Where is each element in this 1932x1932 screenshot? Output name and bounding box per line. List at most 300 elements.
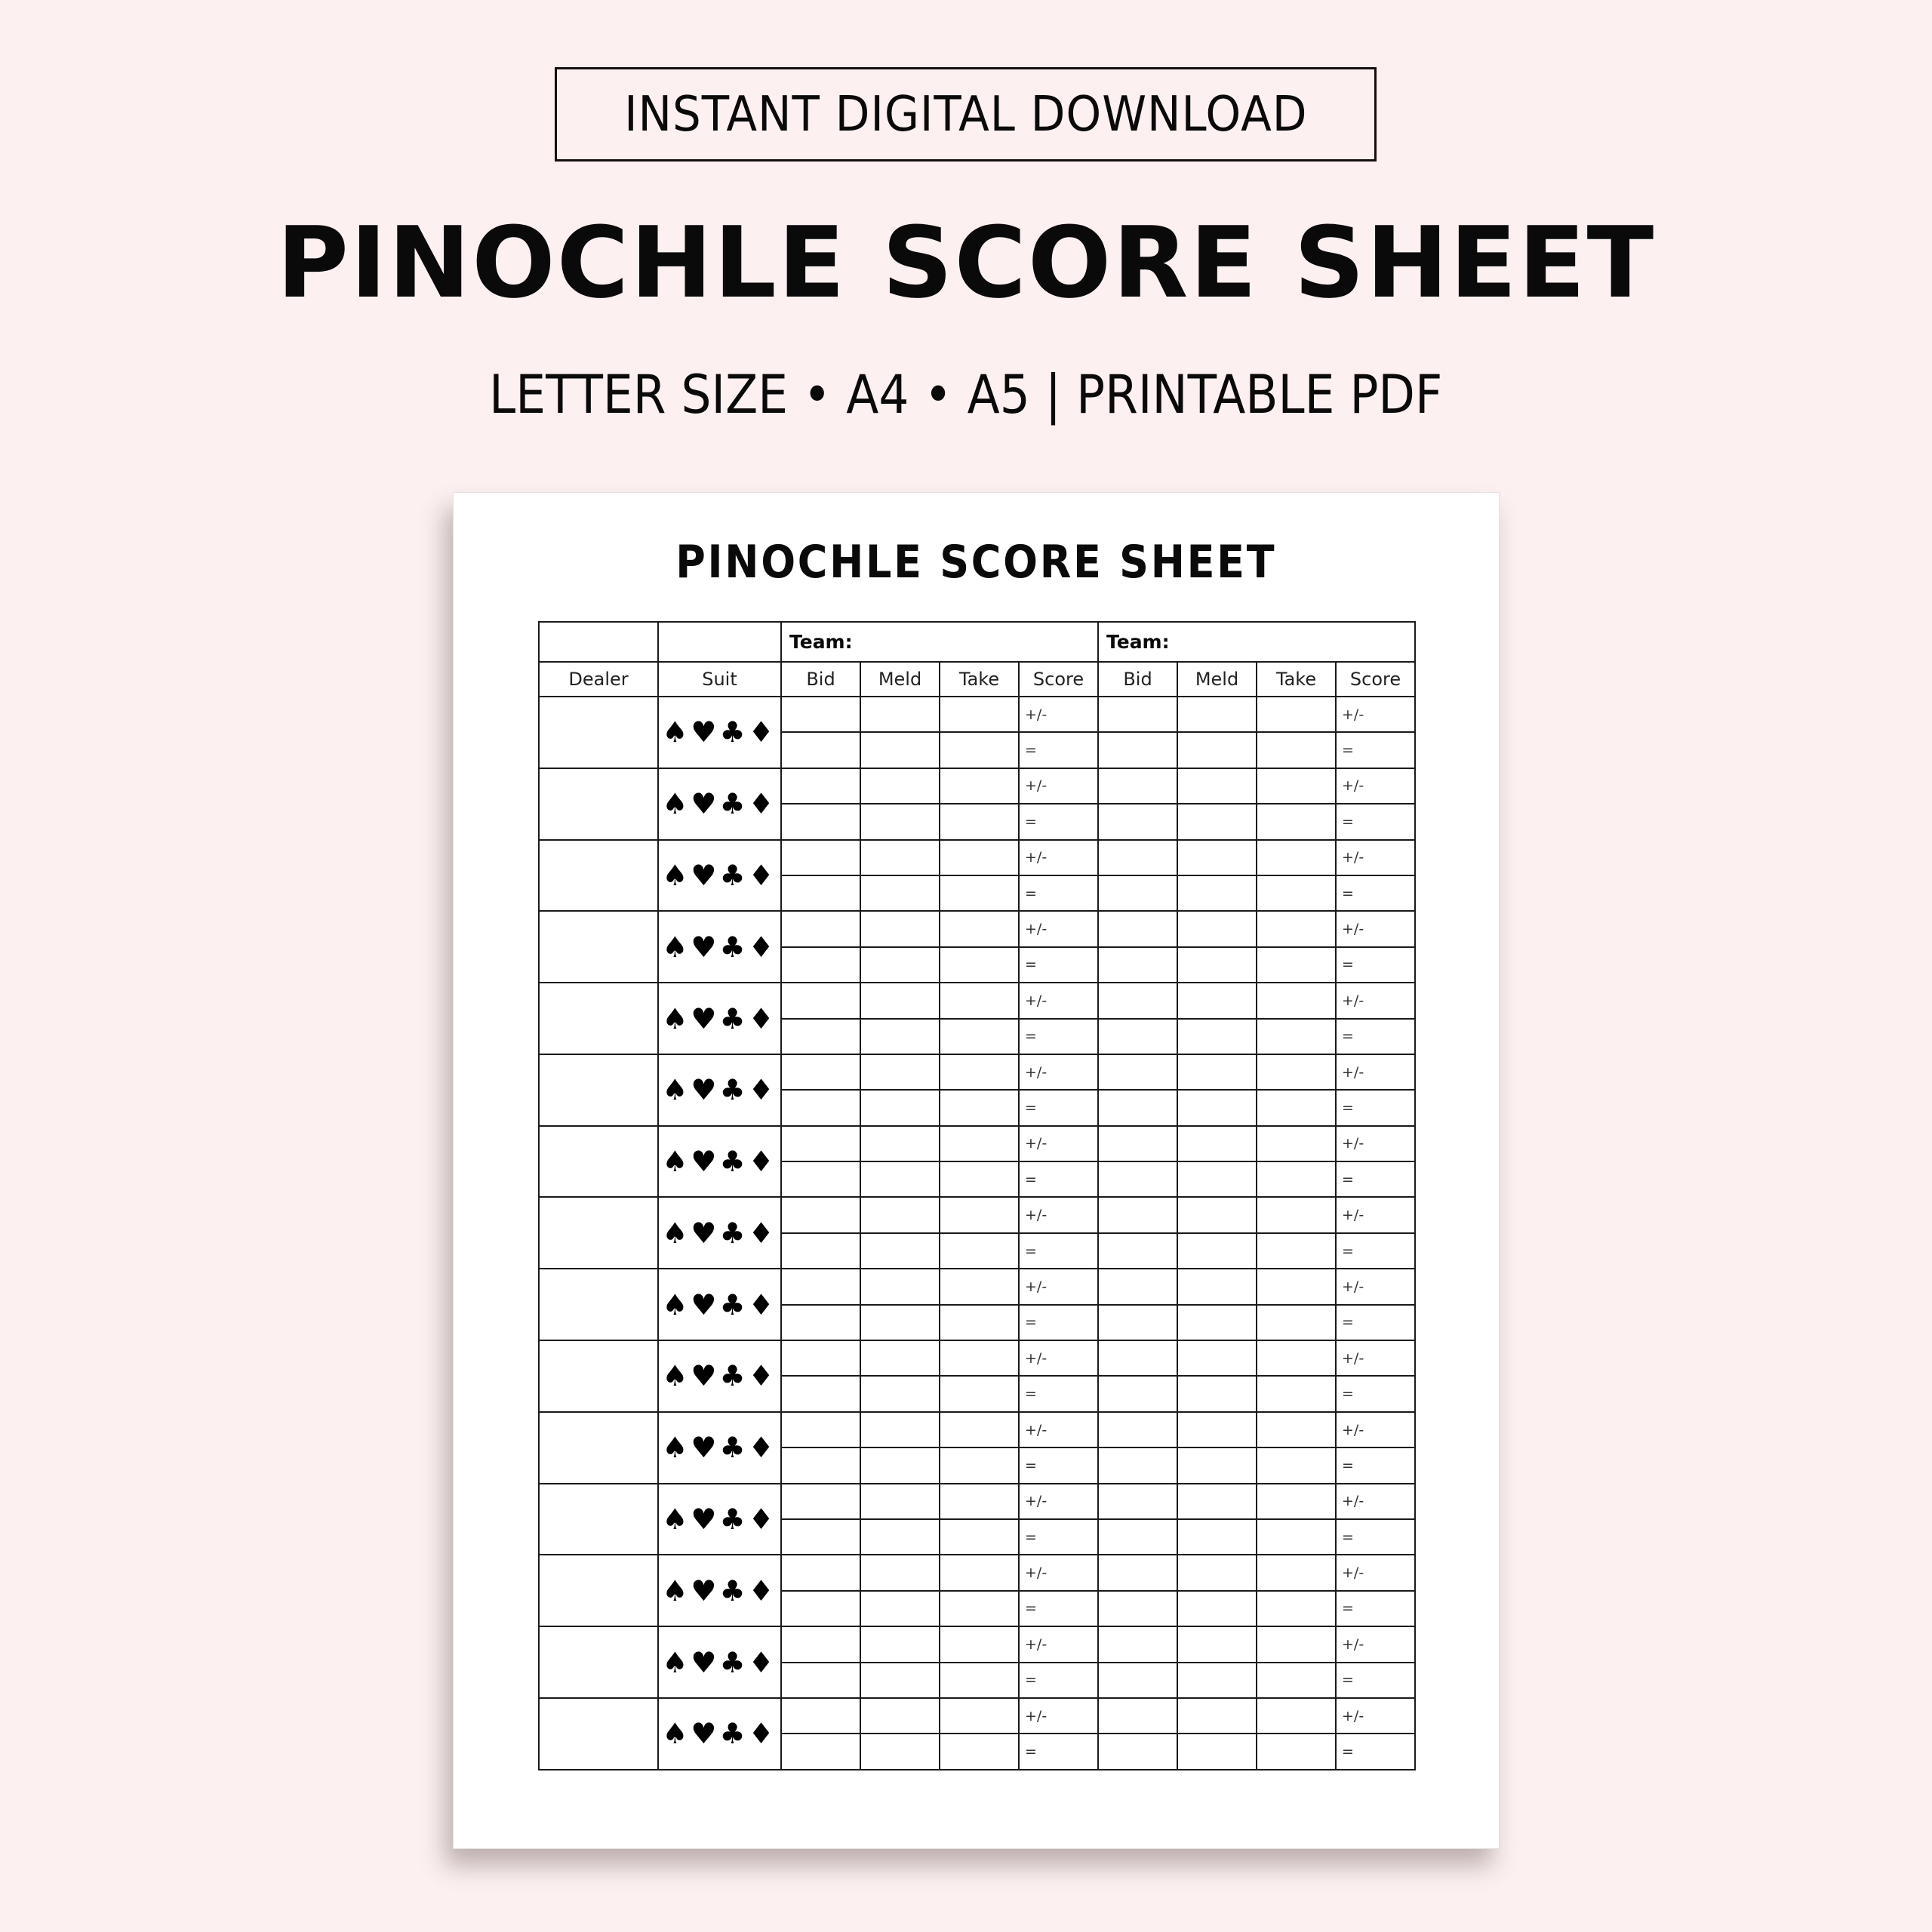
team1-meld-cell-2[interactable] <box>860 804 940 839</box>
team2-take-cell-2[interactable] <box>1257 1734 1336 1769</box>
team2-bid-cell-2[interactable] <box>1098 947 1177 983</box>
team1-score-adjust-cell[interactable]: +/- <box>1019 1698 1098 1734</box>
hand-row-top <box>539 768 1415 804</box>
team1-bid-cell-2[interactable] <box>781 1591 860 1626</box>
team1-take-cell-2[interactable] <box>940 1663 1019 1698</box>
dealer-cell[interactable] <box>539 1197 658 1269</box>
team1-take-cell[interactable] <box>940 768 1019 804</box>
team2-meld-cell-2[interactable] <box>1177 1447 1257 1483</box>
team1-bid-cell-2[interactable] <box>781 1663 860 1698</box>
team1-take-cell-2[interactable] <box>940 1305 1019 1340</box>
team2-bid-cell[interactable] <box>1098 1340 1177 1376</box>
team2-meld-cell-2[interactable] <box>1177 1019 1257 1054</box>
team2-take-cell[interactable] <box>1257 1484 1336 1519</box>
team1-meld-cell[interactable] <box>860 1698 940 1734</box>
team2-bid-cell[interactable] <box>1098 697 1177 732</box>
team2-score-total-cell[interactable]: = <box>1336 1519 1415 1555</box>
team1-bid-cell[interactable] <box>781 1698 860 1734</box>
hand-row-top <box>539 1412 1415 1447</box>
dealer-cell[interactable] <box>539 983 658 1054</box>
team1-score-adjust-cell[interactable]: +/- <box>1019 1054 1098 1090</box>
dealer-cell[interactable] <box>539 1626 658 1698</box>
team2-meld-cell[interactable] <box>1177 1269 1257 1304</box>
team1-score-adjust-cell[interactable]: +/- <box>1019 1340 1098 1376</box>
team1-bid-cell[interactable] <box>781 1484 860 1519</box>
team1-take-cell[interactable] <box>940 1484 1019 1519</box>
dealer-cell[interactable] <box>539 840 658 912</box>
suit-icons[interactable]: ♠♥♣♦ <box>658 1626 781 1698</box>
dealer-cell[interactable] <box>539 697 658 768</box>
team2-meld-cell-2[interactable] <box>1177 1376 1257 1411</box>
team1-take-cell[interactable] <box>940 1269 1019 1304</box>
team1-meld-cell[interactable] <box>860 1197 940 1232</box>
team1-meld-cell-2[interactable] <box>860 1734 940 1769</box>
blank-header-cell <box>658 622 781 662</box>
team2-take-cell-2[interactable] <box>1257 1519 1336 1555</box>
dealer-cell[interactable] <box>539 1126 658 1198</box>
team1-bid-cell-2[interactable] <box>781 1019 860 1054</box>
suit-icons[interactable]: ♠♥♣♦ <box>658 768 781 840</box>
team2-meld-cell-2[interactable] <box>1177 1305 1257 1340</box>
team-1-label[interactable]: Team: <box>781 622 1098 662</box>
team2-take-cell-2[interactable] <box>1257 1019 1336 1054</box>
team1-score-adjust-cell[interactable]: +/- <box>1019 1412 1098 1447</box>
team1-meld-cell[interactable] <box>860 768 940 804</box>
team1-score-total-cell[interactable]: = <box>1019 1447 1098 1483</box>
team1-meld-cell[interactable] <box>860 1412 940 1447</box>
team2-bid-cell-2[interactable] <box>1098 1376 1177 1411</box>
team1-score-total-cell[interactable]: = <box>1019 1663 1098 1698</box>
team1-bid-cell[interactable] <box>781 1412 860 1447</box>
team1-meld-cell-2[interactable] <box>860 1161 940 1197</box>
dealer-cell[interactable] <box>539 1340 658 1412</box>
score-sheet-page <box>453 492 1500 1849</box>
team1-bid-cell[interactable] <box>781 1197 860 1232</box>
suit-icons[interactable]: ♠♥♣♦ <box>658 1698 781 1770</box>
team2-meld-cell[interactable] <box>1177 1197 1257 1232</box>
team2-score-total-cell[interactable]: = <box>1336 1447 1415 1483</box>
team2-meld-cell[interactable] <box>1177 1340 1257 1376</box>
team2-bid-cell-2[interactable] <box>1098 1663 1177 1698</box>
dealer-cell[interactable] <box>539 1054 658 1126</box>
team1-take-cell-2[interactable] <box>940 1447 1019 1483</box>
team2-meld-cell[interactable] <box>1177 983 1257 1018</box>
suit-icons[interactable]: ♠♥♣♦ <box>658 1555 781 1626</box>
hand-row-top <box>539 1197 1415 1232</box>
dealer-cell[interactable] <box>539 1269 658 1340</box>
team1-meld-cell-2[interactable] <box>860 1663 940 1698</box>
team2-take-cell[interactable] <box>1257 1054 1336 1090</box>
header-team1-score: Score <box>1019 662 1098 697</box>
team2-score-adjust-cell[interactable]: +/- <box>1336 911 1415 946</box>
suit-icons[interactable]: ♠♥♣♦ <box>658 1197 781 1269</box>
team2-meld-cell[interactable] <box>1177 840 1257 875</box>
team2-score-total-cell[interactable]: = <box>1336 1233 1415 1269</box>
team2-bid-cell-2[interactable] <box>1098 1233 1177 1269</box>
team2-take-cell[interactable] <box>1257 983 1336 1018</box>
team1-bid-cell-2[interactable] <box>781 1376 860 1411</box>
team2-score-total-cell[interactable]: = <box>1336 1305 1415 1340</box>
team1-take-cell-2[interactable] <box>940 1090 1019 1125</box>
team2-bid-cell[interactable] <box>1098 983 1177 1018</box>
team2-meld-cell[interactable] <box>1177 1698 1257 1734</box>
team2-take-cell-2[interactable] <box>1257 732 1336 768</box>
team2-take-cell-2[interactable] <box>1257 1090 1336 1125</box>
team2-take-cell[interactable] <box>1257 768 1336 804</box>
team1-bid-cell[interactable] <box>781 1126 860 1161</box>
team2-take-cell[interactable] <box>1257 1698 1336 1734</box>
team1-score-adjust-cell[interactable]: +/- <box>1019 1126 1098 1161</box>
team1-meld-cell[interactable] <box>860 1340 940 1376</box>
team1-meld-cell[interactable] <box>860 697 940 732</box>
team2-bid-cell[interactable] <box>1098 1126 1177 1161</box>
team1-take-cell[interactable] <box>940 1698 1019 1734</box>
team1-bid-cell[interactable] <box>781 697 860 732</box>
team1-score-total-cell[interactable]: = <box>1019 875 1098 911</box>
suit-icons[interactable]: ♠♥♣♦ <box>658 1054 781 1126</box>
team1-score-total-cell[interactable]: = <box>1019 1019 1098 1054</box>
dealer-cell[interactable] <box>539 1698 658 1770</box>
team2-meld-cell-2[interactable] <box>1177 1663 1257 1698</box>
team2-bid-cell[interactable] <box>1098 1626 1177 1662</box>
team1-meld-cell[interactable] <box>860 1626 940 1662</box>
team2-take-cell-2[interactable] <box>1257 1591 1336 1626</box>
team2-bid-cell-2[interactable] <box>1098 875 1177 911</box>
team2-score-total-cell[interactable]: = <box>1336 1591 1415 1626</box>
team1-take-cell[interactable] <box>940 840 1019 875</box>
team1-score-adjust-cell[interactable]: +/- <box>1019 1197 1098 1232</box>
team2-take-cell-2[interactable] <box>1257 1305 1336 1340</box>
team1-bid-cell-2[interactable] <box>781 804 860 839</box>
team1-meld-cell-2[interactable] <box>860 1591 940 1626</box>
team2-meld-cell-2[interactable] <box>1177 875 1257 911</box>
team2-score-adjust-cell[interactable]: +/- <box>1336 697 1415 732</box>
team-header-row <box>539 622 1415 662</box>
team2-take-cell[interactable] <box>1257 1412 1336 1447</box>
team1-score-adjust-cell[interactable]: +/- <box>1019 697 1098 732</box>
team2-take-cell[interactable] <box>1257 697 1336 732</box>
team2-bid-cell-2[interactable] <box>1098 1090 1177 1125</box>
team1-bid-cell-2[interactable] <box>781 1519 860 1555</box>
suit-icons[interactable]: ♠♥♣♦ <box>658 1340 781 1412</box>
team1-score-adjust-cell[interactable]: +/- <box>1019 840 1098 875</box>
team1-meld-cell[interactable] <box>860 983 940 1018</box>
team2-take-cell[interactable] <box>1257 1197 1336 1232</box>
team2-score-total-cell[interactable]: = <box>1336 1090 1415 1125</box>
team1-bid-cell-2[interactable] <box>781 947 860 983</box>
team1-bid-cell[interactable] <box>781 983 860 1018</box>
team2-score-adjust-cell[interactable]: +/- <box>1336 1197 1415 1232</box>
team1-take-cell[interactable] <box>940 1197 1019 1232</box>
team2-bid-cell[interactable] <box>1098 840 1177 875</box>
team1-meld-cell[interactable] <box>860 1555 940 1590</box>
header-dealer: Dealer <box>539 662 658 697</box>
team2-score-adjust-cell[interactable]: +/- <box>1336 768 1415 804</box>
team1-score-total-cell[interactable]: = <box>1019 1305 1098 1340</box>
team1-score-adjust-cell[interactable]: +/- <box>1019 1269 1098 1304</box>
team2-bid-cell[interactable] <box>1098 1484 1177 1519</box>
team1-bid-cell-2[interactable] <box>781 1161 860 1197</box>
team1-take-cell-2[interactable] <box>940 1519 1019 1555</box>
header-team2-meld: Meld <box>1177 662 1257 697</box>
team1-score-total-cell[interactable]: = <box>1019 1376 1098 1411</box>
team2-bid-cell-2[interactable] <box>1098 732 1177 768</box>
dealer-cell[interactable] <box>539 1555 658 1626</box>
team2-score-total-cell[interactable]: = <box>1336 1734 1415 1769</box>
suit-icons[interactable]: ♠♥♣♦ <box>658 1484 781 1555</box>
team1-take-cell-2[interactable] <box>940 732 1019 768</box>
team1-meld-cell[interactable] <box>860 911 940 946</box>
team2-bid-cell[interactable] <box>1098 911 1177 946</box>
suit-icons[interactable]: ♠♥♣♦ <box>658 1126 781 1198</box>
suit-icons[interactable]: ♠♥♣♦ <box>658 840 781 912</box>
team2-bid-cell[interactable] <box>1098 1269 1177 1304</box>
team1-score-total-cell[interactable]: = <box>1019 804 1098 839</box>
team2-bid-cell-2[interactable] <box>1098 1019 1177 1054</box>
team2-meld-cell[interactable] <box>1177 1126 1257 1161</box>
team2-score-adjust-cell[interactable]: +/- <box>1336 1484 1415 1519</box>
team1-score-total-cell[interactable]: = <box>1019 1734 1098 1769</box>
suit-icons[interactable]: ♠♥♣♦ <box>658 697 781 768</box>
team2-score-total-cell[interactable]: = <box>1336 875 1415 911</box>
team1-take-cell-2[interactable] <box>940 804 1019 839</box>
team2-score-adjust-cell[interactable]: +/- <box>1336 1126 1415 1161</box>
team2-bid-cell[interactable] <box>1098 1698 1177 1734</box>
team1-take-cell-2[interactable] <box>940 1591 1019 1626</box>
team2-meld-cell[interactable] <box>1177 1484 1257 1519</box>
team1-score-adjust-cell[interactable]: +/- <box>1019 1626 1098 1662</box>
header-suit: Suit <box>658 662 781 697</box>
team2-take-cell[interactable] <box>1257 1555 1336 1590</box>
dealer-cell[interactable] <box>539 1412 658 1484</box>
team2-meld-cell-2[interactable] <box>1177 1090 1257 1125</box>
team1-take-cell[interactable] <box>940 697 1019 732</box>
team2-score-adjust-cell[interactable]: +/- <box>1336 1269 1415 1304</box>
hand-row-top <box>539 983 1415 1018</box>
team2-score-adjust-cell[interactable]: +/- <box>1336 983 1415 1018</box>
team1-score-total-cell[interactable]: = <box>1019 1519 1098 1555</box>
team1-bid-cell[interactable] <box>781 1269 860 1304</box>
team2-take-cell-2[interactable] <box>1257 947 1336 983</box>
team2-bid-cell[interactable] <box>1098 1412 1177 1447</box>
team1-score-total-cell[interactable]: = <box>1019 947 1098 983</box>
team1-take-cell[interactable] <box>940 911 1019 946</box>
team1-score-total-cell[interactable]: = <box>1019 1161 1098 1197</box>
team2-take-cell[interactable] <box>1257 1626 1336 1662</box>
subline-text: LETTER SIZE • A4 • A5 | PRINTABLE PDF <box>489 364 1443 426</box>
team2-score-total-cell[interactable]: = <box>1336 1161 1415 1197</box>
team2-bid-cell-2[interactable] <box>1098 1591 1177 1626</box>
team1-take-cell-2[interactable] <box>940 1376 1019 1411</box>
team1-bid-cell-2[interactable] <box>781 1447 860 1483</box>
score-table <box>538 621 1416 1770</box>
team1-bid-cell-2[interactable] <box>781 1305 860 1340</box>
team2-take-cell-2[interactable] <box>1257 1447 1336 1483</box>
team2-meld-cell-2[interactable] <box>1177 1233 1257 1269</box>
team1-take-cell-2[interactable] <box>940 947 1019 983</box>
suit-icons[interactable]: ♠♥♣♦ <box>658 911 781 983</box>
team1-bid-cell[interactable] <box>781 768 860 804</box>
team1-meld-cell[interactable] <box>860 1054 940 1090</box>
team1-bid-cell[interactable] <box>781 1555 860 1590</box>
team1-bid-cell-2[interactable] <box>781 732 860 768</box>
team2-score-adjust-cell[interactable]: +/- <box>1336 1626 1415 1662</box>
team1-take-cell-2[interactable] <box>940 875 1019 911</box>
team2-meld-cell-2[interactable] <box>1177 1591 1257 1626</box>
suit-icons[interactable]: ♠♥♣♦ <box>658 1412 781 1484</box>
blank-header-cell <box>539 622 658 662</box>
team2-meld-cell[interactable] <box>1177 1555 1257 1590</box>
team2-score-adjust-cell[interactable]: +/- <box>1336 1054 1415 1090</box>
team2-meld-cell-2[interactable] <box>1177 947 1257 983</box>
team2-bid-cell[interactable] <box>1098 1555 1177 1590</box>
team1-bid-cell-2[interactable] <box>781 1734 860 1769</box>
team1-take-cell[interactable] <box>940 1054 1019 1090</box>
team2-meld-cell[interactable] <box>1177 1412 1257 1447</box>
team2-bid-cell[interactable] <box>1098 768 1177 804</box>
team1-score-adjust-cell[interactable]: +/- <box>1019 768 1098 804</box>
team1-meld-cell-2[interactable] <box>860 875 940 911</box>
team1-take-cell[interactable] <box>940 1126 1019 1161</box>
team2-bid-cell-2[interactable] <box>1098 1519 1177 1555</box>
team1-take-cell[interactable] <box>940 1340 1019 1376</box>
hand-row-top <box>539 1698 1415 1734</box>
team1-bid-cell[interactable] <box>781 1054 860 1090</box>
header-team1-bid: Bid <box>781 662 860 697</box>
team2-meld-cell[interactable] <box>1177 911 1257 946</box>
team2-meld-cell[interactable] <box>1177 1054 1257 1090</box>
hand-row-top <box>539 1484 1415 1519</box>
hand-row-top <box>539 1555 1415 1590</box>
team1-meld-cell[interactable] <box>860 1484 940 1519</box>
team2-score-total-cell[interactable]: = <box>1336 804 1415 839</box>
team2-score-adjust-cell[interactable]: +/- <box>1336 840 1415 875</box>
team1-take-cell-2[interactable] <box>940 1161 1019 1197</box>
team1-score-total-cell[interactable]: = <box>1019 732 1098 768</box>
dealer-cell[interactable] <box>539 768 658 840</box>
team2-take-cell-2[interactable] <box>1257 1376 1336 1411</box>
team2-score-adjust-cell[interactable]: +/- <box>1336 1698 1415 1734</box>
team2-bid-cell-2[interactable] <box>1098 1447 1177 1483</box>
team1-meld-cell-2[interactable] <box>860 1090 940 1125</box>
hand-row-top <box>539 697 1415 732</box>
team2-take-cell-2[interactable] <box>1257 1233 1336 1269</box>
team1-take-cell-2[interactable] <box>940 1734 1019 1769</box>
team1-bid-cell[interactable] <box>781 840 860 875</box>
team1-meld-cell-2[interactable] <box>860 1519 940 1555</box>
dealer-cell[interactable] <box>539 1484 658 1555</box>
team2-bid-cell[interactable] <box>1098 1054 1177 1090</box>
team1-bid-cell-2[interactable] <box>781 1090 860 1125</box>
team1-score-total-cell[interactable]: = <box>1019 1090 1098 1125</box>
team1-score-adjust-cell[interactable]: +/- <box>1019 983 1098 1018</box>
team1-score-adjust-cell[interactable]: +/- <box>1019 1555 1098 1590</box>
team1-take-cell[interactable] <box>940 1412 1019 1447</box>
team2-bid-cell-2[interactable] <box>1098 1734 1177 1769</box>
team2-meld-cell-2[interactable] <box>1177 1519 1257 1555</box>
header-team1-meld: Meld <box>860 662 940 697</box>
dealer-cell[interactable] <box>539 911 658 983</box>
team1-score-adjust-cell[interactable]: +/- <box>1019 1484 1098 1519</box>
product-headline: PINOCHLE SCORE SHEET <box>276 205 1656 320</box>
team2-meld-cell-2[interactable] <box>1177 804 1257 839</box>
sheet-title <box>454 532 1499 592</box>
team1-take-cell[interactable] <box>940 1555 1019 1590</box>
team2-take-cell-2[interactable] <box>1257 1663 1336 1698</box>
team2-take-cell[interactable] <box>1257 840 1336 875</box>
team1-meld-cell[interactable] <box>860 1126 940 1161</box>
team1-meld-cell-2[interactable] <box>860 732 940 768</box>
team2-bid-cell-2[interactable] <box>1098 1305 1177 1340</box>
team2-score-total-cell[interactable]: = <box>1336 1376 1415 1411</box>
team1-meld-cell[interactable] <box>860 840 940 875</box>
team2-score-adjust-cell[interactable]: +/- <box>1336 1555 1415 1590</box>
sheet-title-text: PINOCHLE SCORE SHEET <box>675 536 1277 589</box>
team2-meld-cell[interactable] <box>1177 768 1257 804</box>
team2-take-cell[interactable] <box>1257 1269 1336 1304</box>
team2-take-cell-2[interactable] <box>1257 875 1336 911</box>
team1-take-cell[interactable] <box>940 983 1019 1018</box>
team1-meld-cell-2[interactable] <box>860 1447 940 1483</box>
team2-take-cell[interactable] <box>1257 1126 1336 1161</box>
team2-score-total-cell[interactable]: = <box>1336 1019 1415 1054</box>
team1-meld-cell-2[interactable] <box>860 1376 940 1411</box>
team2-bid-cell[interactable] <box>1098 1197 1177 1232</box>
team1-score-total-cell[interactable]: = <box>1019 1233 1098 1269</box>
team1-meld-cell-2[interactable] <box>860 1019 940 1054</box>
team2-take-cell-2[interactable] <box>1257 804 1336 839</box>
team2-take-cell[interactable] <box>1257 1340 1336 1376</box>
team2-bid-cell-2[interactable] <box>1098 1161 1177 1197</box>
team2-take-cell[interactable] <box>1257 911 1336 946</box>
suit-icons[interactable]: ♠♥♣♦ <box>658 1269 781 1340</box>
team1-score-total-cell[interactable]: = <box>1019 1591 1098 1626</box>
team2-score-total-cell[interactable]: = <box>1336 732 1415 768</box>
suit-icons[interactable]: ♠♥♣♦ <box>658 983 781 1054</box>
team1-meld-cell-2[interactable] <box>860 1305 940 1340</box>
header-team2-bid: Bid <box>1098 662 1177 697</box>
team1-bid-cell[interactable] <box>781 1340 860 1376</box>
team1-meld-cell-2[interactable] <box>860 947 940 983</box>
team-2-label[interactable]: Team: <box>1098 622 1415 662</box>
team1-take-cell-2[interactable] <box>940 1019 1019 1054</box>
team1-bid-cell-2[interactable] <box>781 1233 860 1269</box>
team1-meld-cell[interactable] <box>860 1269 940 1304</box>
team2-meld-cell[interactable] <box>1177 697 1257 732</box>
team1-take-cell[interactable] <box>940 1626 1019 1662</box>
team1-bid-cell[interactable] <box>781 911 860 946</box>
team2-meld-cell-2[interactable] <box>1177 1161 1257 1197</box>
team2-take-cell-2[interactable] <box>1257 1161 1336 1197</box>
team2-bid-cell-2[interactable] <box>1098 804 1177 839</box>
team2-score-total-cell[interactable]: = <box>1336 947 1415 983</box>
team2-score-total-cell[interactable]: = <box>1336 1663 1415 1698</box>
team1-score-adjust-cell[interactable]: +/- <box>1019 911 1098 946</box>
hand-row-top <box>539 1340 1415 1376</box>
instant-download-badge <box>555 67 1377 162</box>
team2-meld-cell-2[interactable] <box>1177 732 1257 768</box>
team2-meld-cell[interactable] <box>1177 1626 1257 1662</box>
team1-take-cell-2[interactable] <box>940 1233 1019 1269</box>
team1-bid-cell-2[interactable] <box>781 875 860 911</box>
team2-score-adjust-cell[interactable]: +/- <box>1336 1412 1415 1447</box>
team2-meld-cell-2[interactable] <box>1177 1734 1257 1769</box>
hands-body <box>539 697 1415 1770</box>
hand-row-top <box>539 840 1415 875</box>
team1-bid-cell[interactable] <box>781 1626 860 1662</box>
team1-meld-cell-2[interactable] <box>860 1233 940 1269</box>
team2-score-adjust-cell[interactable]: +/- <box>1336 1340 1415 1376</box>
